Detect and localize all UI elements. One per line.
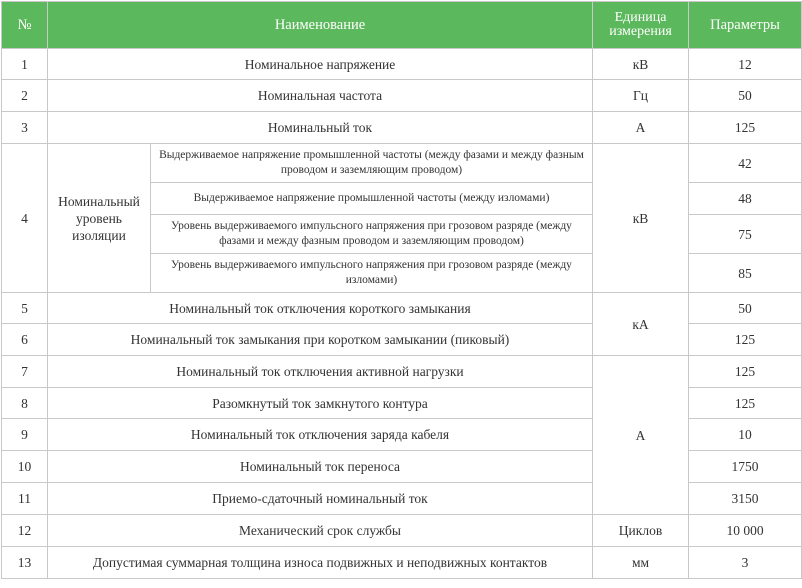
row-unit: кВ — [593, 144, 689, 293]
row-name: Разомкнутый ток замкнутого контура — [48, 388, 593, 419]
row-name: Механический срок службы — [48, 515, 593, 547]
row-unit: Гц — [593, 80, 689, 112]
row-value: 10 000 — [689, 515, 802, 547]
row-value: 125 — [689, 112, 802, 144]
row-number: 3 — [2, 112, 48, 144]
row-name: Номинальный ток отключения короткого замыкания — [48, 293, 593, 324]
header-unit-line2: измерения — [609, 24, 672, 39]
row-name: Номинальная частота — [48, 80, 593, 112]
row-number: 11 — [2, 483, 48, 515]
row-value: 12 — [689, 49, 802, 80]
row-value: 10 — [689, 419, 802, 451]
row-value: 125 — [689, 356, 802, 388]
row-name: Номинальный ток — [48, 112, 593, 144]
row-unit: кВ — [593, 49, 689, 80]
row-name: Номинальный ток отключения активной нагрузки — [48, 356, 593, 388]
table-row — [2, 80, 802, 112]
row-unit: мм — [593, 547, 689, 579]
row-number: 7 — [2, 356, 48, 388]
row-number: 5 — [2, 293, 48, 324]
row-unit: кА — [593, 293, 689, 356]
row-number: 12 — [2, 515, 48, 547]
row-name: Допустимая суммарная толщина износа подвижных и неподвижных контактов — [48, 547, 593, 579]
header-parameters: Параметры — [689, 2, 802, 49]
table-row — [2, 49, 802, 80]
row-name: Номинальный ток переноса — [48, 451, 593, 483]
row-unit: А — [593, 356, 689, 515]
table-row — [2, 356, 802, 388]
insulation-level-line3: изоляции — [72, 227, 126, 243]
row-value: 3 — [689, 547, 802, 579]
row-name: Приемо-сдаточный номинальный ток — [48, 483, 593, 515]
row-number: 6 — [2, 324, 48, 356]
row-name: Номинальный ток замыкания при коротком замыкании (пиковый) — [48, 324, 593, 356]
row-value: 85 — [689, 254, 802, 293]
header-unit-line1: Единица — [614, 10, 667, 25]
row-number: 13 — [2, 547, 48, 579]
header-number: № — [2, 2, 48, 49]
row-number: 4 — [2, 144, 48, 293]
sub-row-name: Уровень выдерживаемого импульсного напряжения при грозовом разряде (между изломами) — [151, 254, 593, 293]
row-value: 50 — [689, 293, 802, 324]
insulation-level-label — [48, 144, 151, 293]
row-value: 125 — [689, 388, 802, 419]
header-unit — [593, 2, 689, 49]
row-value: 3150 — [689, 483, 802, 515]
table-row — [2, 144, 802, 183]
row-number: 2 — [2, 80, 48, 112]
row-number: 1 — [2, 49, 48, 80]
row-name: Номинальный ток отключения заряда кабеля — [48, 419, 593, 451]
table-row — [2, 293, 802, 324]
row-number: 9 — [2, 419, 48, 451]
sub-row-name: Уровень выдерживаемого импульсного напряжения при грозовом разряде (между фазами и между фазным проводом и заземляющим проводом) — [151, 215, 593, 254]
row-value: 42 — [689, 144, 802, 183]
header-name: Наименование — [48, 2, 593, 49]
sub-row-name: Выдерживаемое напряжение промышленной частоты (между фазами и между фазным проводом и заземляющим проводом) — [151, 144, 593, 183]
row-number: 8 — [2, 388, 48, 419]
row-number: 10 — [2, 451, 48, 483]
row-name: Номинальное напряжение — [48, 49, 593, 80]
row-value: 1750 — [689, 451, 802, 483]
table-row — [2, 112, 802, 144]
row-value: 50 — [689, 80, 802, 112]
specifications-table — [1, 1, 802, 579]
row-unit: Циклов — [593, 515, 689, 547]
sub-row-name: Выдерживаемое напряжение промышленной частоты (между изломами) — [151, 183, 593, 215]
insulation-level-line1: Номинальный — [58, 193, 140, 209]
insulation-level-line2: уровень — [76, 210, 122, 226]
row-value: 125 — [689, 324, 802, 356]
table-row — [2, 515, 802, 547]
row-value: 48 — [689, 183, 802, 215]
row-unit: А — [593, 112, 689, 144]
row-value: 75 — [689, 215, 802, 254]
table-row — [2, 547, 802, 579]
header-row — [2, 2, 802, 49]
